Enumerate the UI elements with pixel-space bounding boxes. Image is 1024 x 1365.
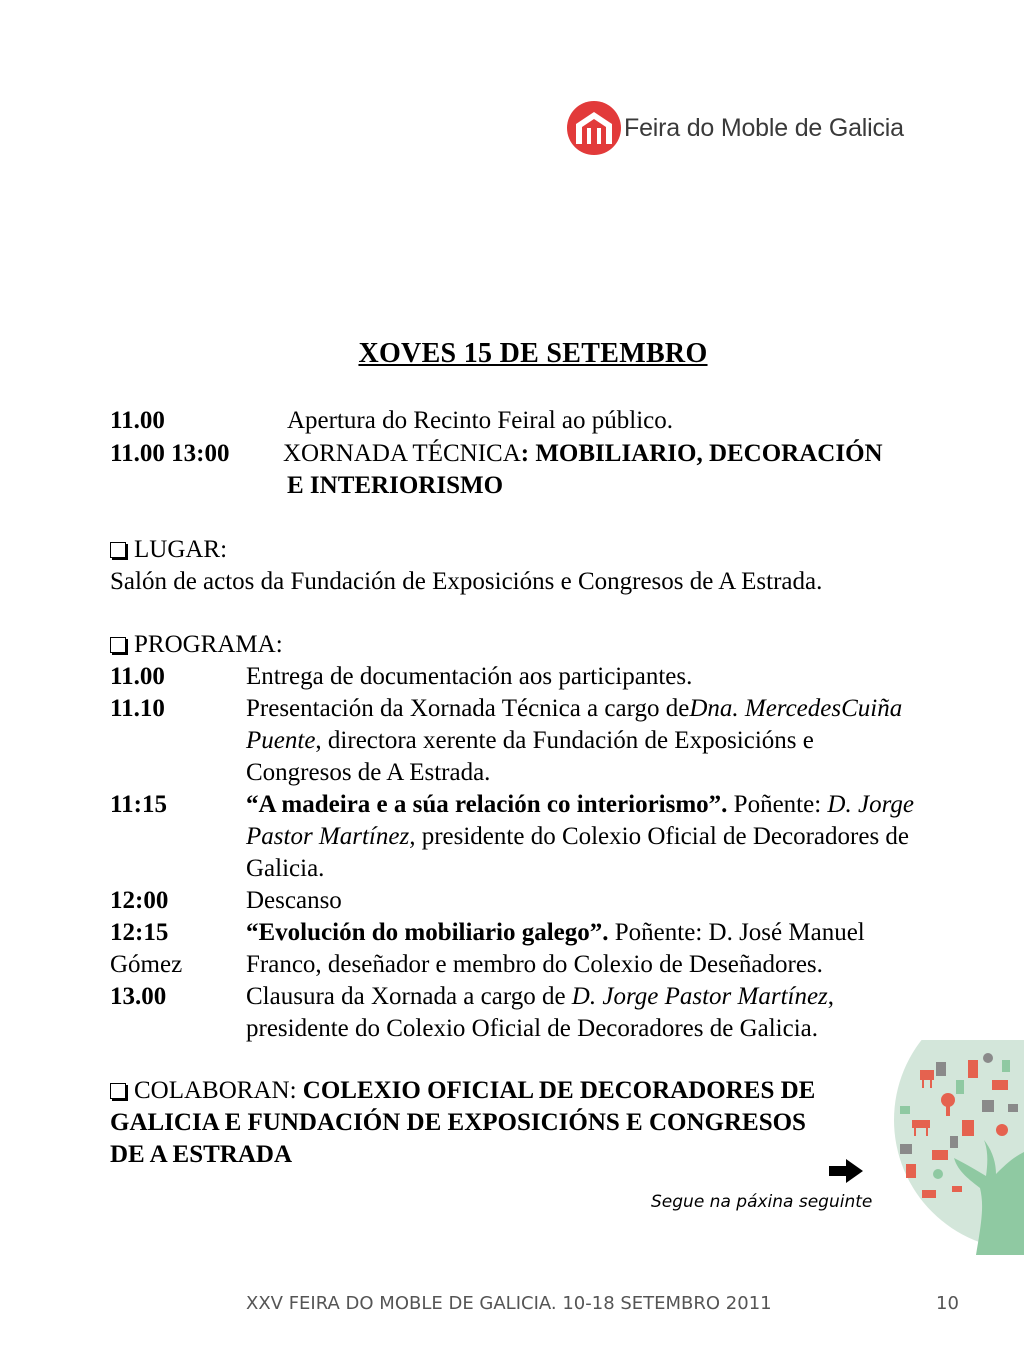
- programa-text-part: Poñente:: [727, 791, 828, 818]
- checkbox-bullet-icon: [110, 637, 126, 653]
- programa-text: [246, 917, 865, 949]
- programa-time: 13.00: [110, 983, 167, 1010]
- programa-time: 11.10: [110, 695, 165, 722]
- programa-text: [246, 821, 909, 853]
- programa-time: 12:15: [110, 919, 169, 946]
- colaboran-line-2: GALICIA E FUNDACIÓN DE EXPOSICIÓNS E CONGRESOS: [110, 1109, 806, 1136]
- schedule-text-2-line2: E INTERIORISMO: [287, 472, 504, 499]
- talk-title: “Evolución do mobiliario galego”.: [246, 919, 609, 946]
- programa-text-part: Poñente: D. José Manuel: [608, 919, 865, 946]
- schedule-time-1: 11.00: [110, 407, 165, 434]
- page-number: 10: [936, 1293, 959, 1314]
- schedule-text-1: Apertura do Recinto Feiral ao público.: [287, 407, 673, 434]
- programa-text: Descanso: [246, 887, 342, 914]
- furniture-tree-icon: [892, 1040, 1024, 1255]
- programa-label: PROGRAMA:: [134, 631, 283, 658]
- programa-text: [246, 725, 814, 757]
- checkbox-bullet-icon: [110, 542, 126, 558]
- programa-heading: [110, 629, 283, 661]
- speaker-name: D. Jorge: [827, 791, 914, 818]
- programa-text: Franco, deseñador e membro do Colexio de Deseñadores.: [246, 951, 823, 978]
- fair-logo: [566, 100, 904, 156]
- checkbox-bullet-icon: [110, 1083, 126, 1099]
- speaker-name: Pastor Martínez,: [246, 823, 416, 850]
- programa-text: Congresos de A Estrada.: [246, 759, 491, 786]
- page-title: XOVES 15 DE SETEMBRO: [358, 338, 708, 369]
- talk-title: “A madeira e a súa relación co interiorismo”.: [246, 791, 728, 818]
- schedule-time-2: 11.00 13:00: [110, 440, 230, 467]
- programa-time: 12:00: [110, 887, 169, 914]
- programa-text: [246, 981, 834, 1013]
- house-arch-icon: [566, 100, 622, 156]
- programa-time: 11.00: [110, 663, 165, 690]
- colaboran-label: COLABORAN:: [134, 1077, 303, 1104]
- programa-text: presidente do Colexio Oficial de Decoradores de Galicia.: [246, 1015, 818, 1042]
- programa-text: [246, 789, 914, 821]
- speaker-name: D. Jorge Pastor Martínez: [571, 983, 828, 1010]
- programa-time-continued: Gómez: [110, 951, 183, 978]
- speaker-name: Dna. MercedesCuiña: [689, 695, 903, 722]
- lugar-text: Salón de actos da Fundación de Exposicións e Congresos de A Estrada.: [110, 568, 823, 595]
- speaker-name: Puente: [246, 727, 316, 754]
- programa-text: Entrega de documentación aos participantes.: [246, 663, 693, 690]
- arrow-right-icon: [828, 1158, 864, 1184]
- lugar-heading: [110, 534, 227, 566]
- programa-text: [246, 693, 902, 725]
- next-page-note: Segue na páxina seguinte: [651, 1192, 873, 1212]
- programa-text-part: Presentación da Xornada Técnica a cargo de: [246, 695, 690, 722]
- schedule-text-2-prefix: XORNADA TÉCNICA: [283, 440, 521, 467]
- logo-text: Feira do Moble de Galicia: [624, 113, 904, 142]
- schedule-text-2: [283, 438, 883, 470]
- lugar-label: LUGAR:: [134, 536, 228, 563]
- programa-time: 11:15: [110, 791, 167, 818]
- colaboran-text: COLEXIO OFICIAL DE DECORADORES DE: [302, 1077, 816, 1104]
- colaboran-line-3: DE A ESTRADA: [110, 1141, 292, 1168]
- schedule-text-2-bold: : MOBILIARIO, DECORACIÓN: [520, 440, 883, 467]
- programa-text-part: ,: [827, 983, 835, 1010]
- programa-text-part: presidente do Colexio Oficial de Decoradores de: [415, 823, 910, 850]
- programa-text: Galicia.: [246, 855, 325, 882]
- colaboran-line-1: [110, 1075, 815, 1107]
- programa-text-part: Clausura da Xornada a cargo de: [246, 983, 572, 1010]
- footer-text: XXV FEIRA DO MOBLE DE GALICIA. 10-18 SETEMBRO 2011: [246, 1293, 772, 1314]
- programa-text-part: , directora xerente da Fundación de Exposicións e: [315, 727, 814, 754]
